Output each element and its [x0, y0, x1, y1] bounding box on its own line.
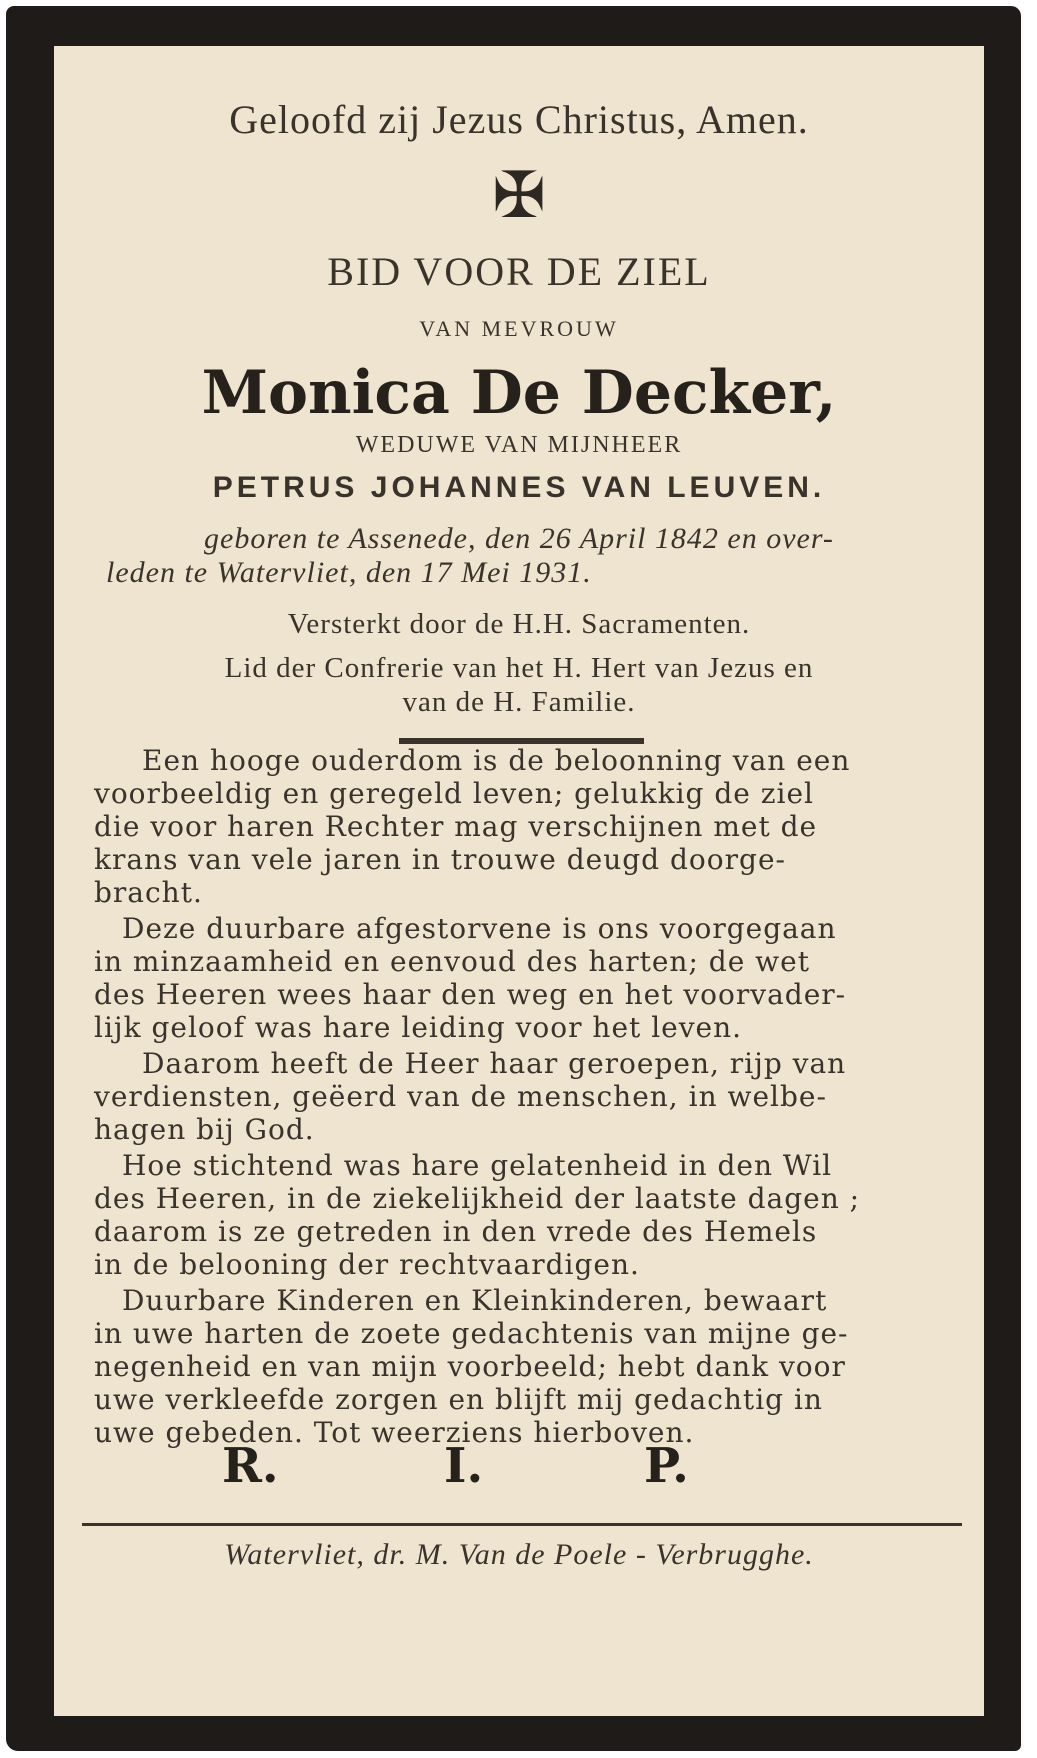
prayer-heading: BID VOOR DE ZIEL: [327, 249, 711, 294]
birth-line-1: geboren te Assenede, den 26 April 1842 en over-: [204, 522, 834, 555]
body-line: voorbeeldig en geregeld leven; gelukkig de ziel: [94, 777, 814, 810]
body-line: Deze duurbare afgestorvene is ons voorgegaan: [122, 912, 837, 945]
body-line: Duurbare Kinderen en Kleinkinderen, bewaart: [122, 1284, 828, 1317]
rip-letter-p: P.: [644, 1438, 689, 1494]
widow-label: WEDUWE VAN MIJNHEER: [355, 432, 683, 458]
maltese-cross-icon: ✠: [492, 159, 546, 233]
memorial-card-border: [6, 6, 1021, 1751]
body-line: Hoe stichtend was hare gelatenheid in den Wil: [122, 1149, 833, 1182]
body-line: Een hooge ouderdom is de beloonning van een: [142, 744, 851, 777]
husband-name: PETRUS JOHANNES VAN LEUVEN.: [212, 471, 826, 504]
memorial-card-paper: [54, 46, 984, 1716]
rip-letter-r: R.: [222, 1438, 279, 1494]
body-line: negenheid en van mijn voorbeeld; hebt dank voor: [94, 1350, 846, 1383]
body-line: in uwe harten de zoete gedachtenis van mijne ge-: [94, 1317, 849, 1350]
body-line: daarom is ze getreden in den vrede des Hemels: [94, 1215, 818, 1248]
birth-line-2: leden te Watervliet, den 17 Mei 1931.: [106, 556, 592, 589]
sacraments-line: Versterkt door de H.H. Sacramenten.: [287, 608, 751, 640]
body-line: lijk geloof was hare leiding voor het leven.: [94, 1011, 743, 1044]
body-line: bracht.: [94, 876, 203, 909]
body-line: in minzaamheid en eenvoud des harten; de wet: [94, 945, 810, 978]
body-line: Daarom heeft de Heer haar geroepen, rijp van: [142, 1047, 847, 1080]
body-line: hagen bij God.: [94, 1113, 315, 1146]
printer-imprint: Watervliet, dr. M. Van de Poele - Verbrugghe.: [224, 1538, 814, 1571]
body-line: die voor haren Rechter mag verschijnen met de: [94, 810, 818, 843]
footer-divider: [82, 1523, 962, 1526]
body-line: uwe verkleefde zorgen en blijft mij gedachtig in: [94, 1383, 823, 1416]
confrerie-line-2: van de H. Familie.: [402, 686, 636, 718]
confrerie-line-1: Lid der Confrerie van het H. Hert van Jezus en: [224, 652, 814, 684]
header-motto: Geloofd zij Jezus Christus, Amen.: [229, 97, 809, 142]
rip-letter-i: I.: [444, 1438, 484, 1494]
body-line: in de belooning der rechtvaardigen.: [94, 1248, 640, 1281]
body-line: uwe gebeden. Tot weerziens hierboven.: [94, 1416, 695, 1449]
van-mevrouw-label: VAN MEVROUW: [419, 316, 619, 341]
body-line: des Heeren wees haar den weg en het voorvader-: [94, 978, 847, 1011]
body-line: krans van vele jaren in trouwe deugd doorge-: [94, 843, 786, 876]
deceased-name: Monica De Decker,: [201, 358, 837, 428]
body-line: verdiensten, geëerd van de menschen, in welbe-: [94, 1080, 827, 1113]
body-line: des Heeren, in de ziekelijkheid der laatste dagen ;: [94, 1182, 861, 1215]
